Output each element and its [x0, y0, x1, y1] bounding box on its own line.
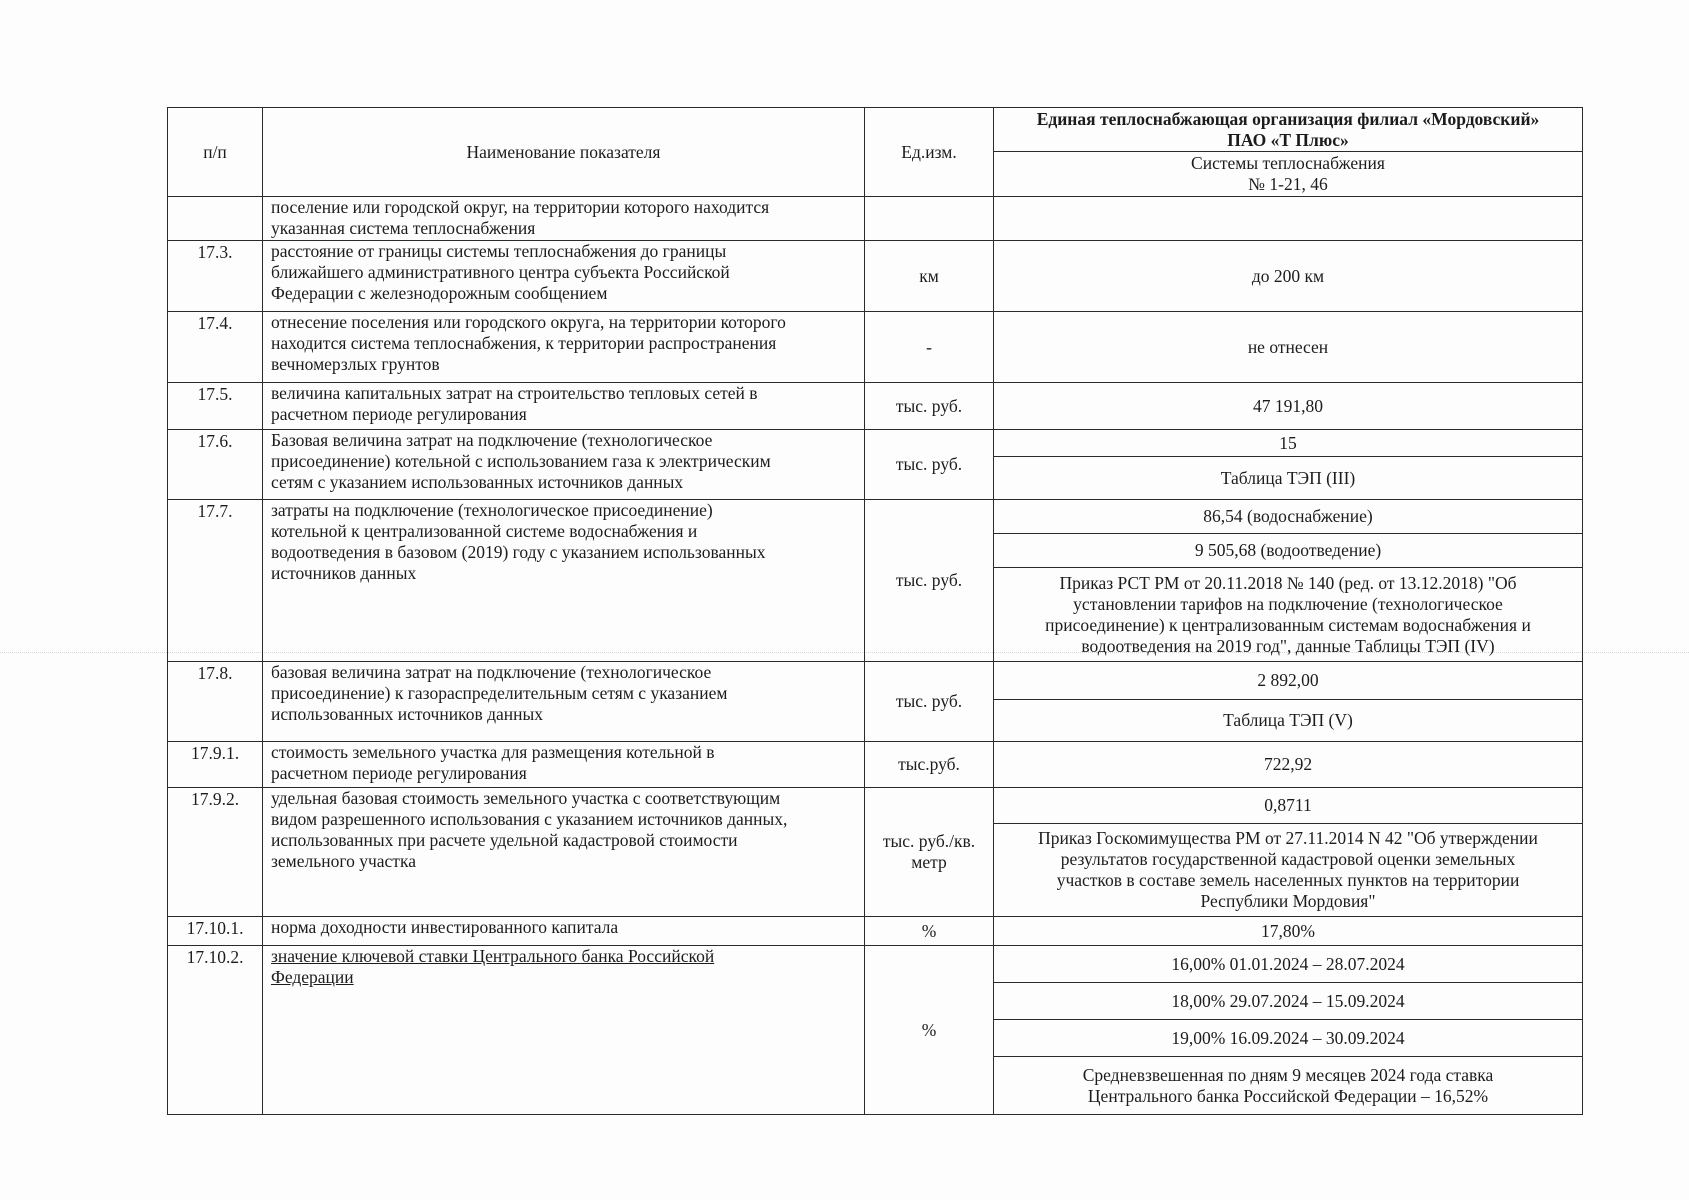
row-value-source: Таблица ТЭП (III): [994, 457, 1583, 500]
header-organization: Единая теплоснабжающая организация филиал «Мордовский» ПАО «Т Плюс»: [994, 108, 1583, 152]
row-unit: км: [865, 241, 994, 312]
row-value: 15: [994, 430, 1583, 457]
table-row: [168, 742, 1583, 788]
row-number: 17.10.1.: [168, 917, 263, 946]
row-name: удельная базовая стоимость земельного участка с соответствующим видом разрешенного использования с указанием источников данных, использованных при расчете удельной кадастровой стоимости земельного участка: [263, 788, 865, 917]
row-name: значение ключевой ставки Центрального банка Российской Федерации: [263, 946, 865, 1115]
row-unit: тыс. руб.: [865, 383, 994, 430]
row-number: 17.6.: [168, 430, 263, 500]
table-row: [168, 788, 1583, 824]
table-row: [168, 946, 1583, 983]
row-value-note: Средневзвешенная по дням 9 месяцев 2024 года ставка Центрального банка Российской Федерации – 16,52%: [994, 1057, 1583, 1115]
header-unit: Ед.изм.: [865, 108, 994, 197]
indicator-table: [167, 107, 1583, 1115]
row-unit: тыс. руб./кв. метр: [865, 788, 994, 917]
table-row: [168, 241, 1583, 312]
row-number: [168, 197, 263, 241]
row-name: отнесение поселения или городского округа, на территории которого находится система теплоснабжения, к территории распространения вечномерзлых грунтов: [263, 312, 865, 383]
header-name: Наименование показателя: [263, 108, 865, 197]
table-row: [168, 383, 1583, 430]
row-value: 17,80%: [994, 917, 1583, 946]
table-row: [168, 197, 1583, 241]
table-row: [168, 917, 1583, 946]
row-unit: [865, 197, 994, 241]
row-value-source: Приказ Госкомимущества РМ от 27.11.2014 N 42 "Об утверждении результатов государственной кадастровой оценки земельных участков в составе земель населенных пунктов на территории Республики Мордовия": [994, 824, 1583, 917]
row-name: затраты на подключение (технологическое присоединение) котельной к централизованной системе водоснабжения и водоотведения в базовом (2019) году с указанием использованных источников данных: [263, 500, 865, 662]
row-value: 2 892,00: [994, 662, 1583, 700]
row-name: величина капитальных затрат на строительство тепловых сетей в расчетном периоде регулирования: [263, 383, 865, 430]
table-row: [168, 312, 1583, 383]
row-name: норма доходности инвестированного капитала: [263, 917, 865, 946]
row-value-source: Таблица ТЭП (V): [994, 700, 1583, 742]
row-number: 17.9.2.: [168, 788, 263, 917]
row-name: базовая величина затрат на подключение (технологическое присоединение) к газораспределительным сетям с указанием использованных источников данных: [263, 662, 865, 742]
row-value-source: Приказ РСТ РМ от 20.11.2018 № 140 (ред. от 13.12.2018) "Об установлении тарифов на подключение (технологическое присоединение) к централизованным системам водоснабжения и водоотведения на 2019 год", данные Таблицы ТЭП (IV): [994, 568, 1583, 662]
row-name: расстояние от границы системы теплоснабжения до границы ближайшего административного центра субъекта Российской Федерации с железнодорожным сообщением: [263, 241, 865, 312]
table-row: [168, 662, 1583, 700]
row-number: 17.4.: [168, 312, 263, 383]
row-value: 19,00% 16.09.2024 – 30.09.2024: [994, 1020, 1583, 1057]
row-value: [994, 197, 1583, 241]
row-unit: %: [865, 946, 994, 1115]
row-number: 17.8.: [168, 662, 263, 742]
row-number: 17.9.1.: [168, 742, 263, 788]
table-row: [168, 500, 1583, 534]
row-unit: тыс. руб.: [865, 662, 994, 742]
row-number: 17.3.: [168, 241, 263, 312]
table-header-row: [168, 108, 1583, 152]
row-value: до 200 км: [994, 241, 1583, 312]
table-row: [168, 430, 1583, 457]
row-name: Базовая величина затрат на подключение (технологическое присоединение) котельной с использованием газа к электрическим сетям с указанием использованных источников данных: [263, 430, 865, 500]
header-num: п/п: [168, 108, 263, 197]
row-value: 86,54 (водоснабжение): [994, 500, 1583, 534]
row-unit: тыс.руб.: [865, 742, 994, 788]
row-value: не отнесен: [994, 312, 1583, 383]
row-number: 17.5.: [168, 383, 263, 430]
row-name: стоимость земельного участка для размещения котельной в расчетном периоде регулирования: [263, 742, 865, 788]
row-number: 17.10.2.: [168, 946, 263, 1115]
row-value: 16,00% 01.01.2024 – 28.07.2024: [994, 946, 1583, 983]
row-value: 722,92: [994, 742, 1583, 788]
row-value: 9 505,68 (водоотведение): [994, 534, 1583, 568]
row-value: 18,00% 29.07.2024 – 15.09.2024: [994, 983, 1583, 1020]
row-unit: тыс. руб.: [865, 500, 994, 662]
row-unit: -: [865, 312, 994, 383]
row-unit: %: [865, 917, 994, 946]
row-number: 17.7.: [168, 500, 263, 662]
row-value: 47 191,80: [994, 383, 1583, 430]
header-systems: Системы теплоснабжения № 1-21, 46: [994, 152, 1583, 197]
row-value: 0,8711: [994, 788, 1583, 824]
row-unit: тыс. руб.: [865, 430, 994, 500]
row-name: поселение или городской округ, на территории которого находится указанная система теплоснабжения: [263, 197, 865, 241]
